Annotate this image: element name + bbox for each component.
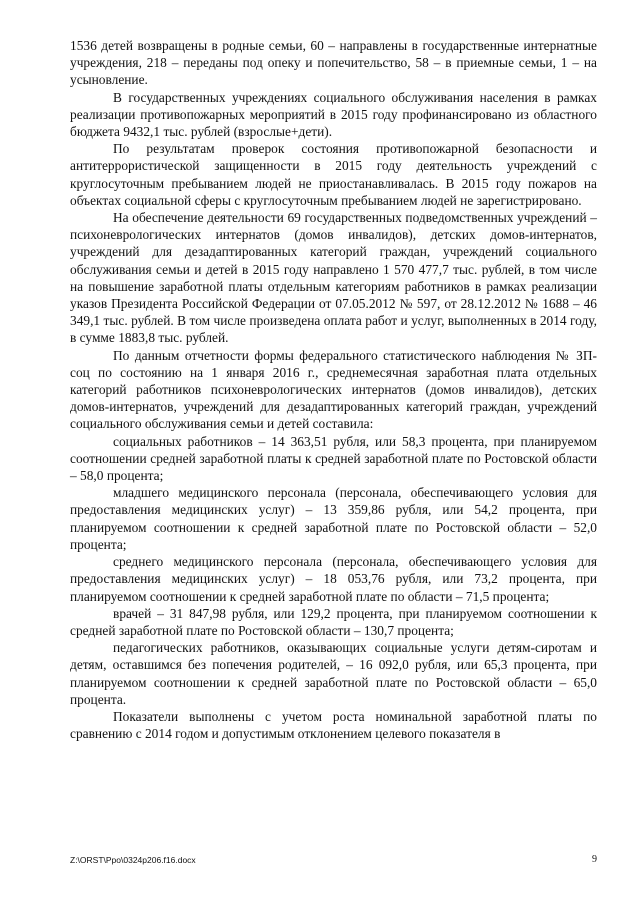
paragraph-2: В государственных учреждениях социального обслуживания населения в рамках реализации противопожарных мероприятий в 2015 году профинансировано из областного бюджета 9432,1 тыс. рублей (взрослые+дети). — [70, 89, 597, 140]
paragraph-3: По результатам проверок состояния противопожарной безопасности и антитеррористической защищенности в 2015 году деятельность учреждений с круглосуточным пребыванием людей не приостанавливалась. В 2015 году пожаров на объектах социальной сферы с круглосуточным пребыванием людей не зарегистрировано. — [70, 141, 597, 208]
file-path: Z:\ORST\Ppo\0324p206.f16.docx — [70, 855, 196, 865]
paragraph-1: 1536 детей возвращены в родные семьи, 60 – направлены в государственные интернатные учреждения, 218 – переданы под опеку и попечительство, 58 – в приемные семьи, 1 – на усыновление. — [70, 38, 597, 88]
page-number: 9 — [592, 854, 597, 865]
paragraph-11: Показатели выполнены с учетом роста номинальной заработной платы по сравнению с 2014 годом и допустимым отклонением целевого показателя в — [70, 708, 597, 742]
paragraph-4: На обеспечение деятельности 69 государственных подведомственных учреждений – психоневрологических интернатов (домов инвалидов), детских домов-интернатов, учреждений для дезадаптированных категорий граждан, учреждений социального обслуживания семьи и детей в 2015 году направлено 1 570 477,7 тыс. рублей, в том числе на повышение заработной платы отдельным категориям работников в рамках реализации указов Президента Российской Федерации от 07.05.2012 № 597, от 28.12.2012 № 1688 – 46 349,1 тыс. рублей. В том числе произведена оплата работ и услуг, выполненных в 2014 году, в сумме 1883,8 тыс. рублей. — [70, 210, 597, 346]
document-body — [70, 37, 597, 742]
paragraph-5: По данным отчетности формы федерального статистического наблюдения № ЗП-соц по состоянию на 1 января 2016 г., среднемесячная заработная плата отдельных категорий работников психоневрологических интернатов (домов инвалидов), детских домов-интернатов, учреждений для дезадаптированных категорий граждан, учреждений социального обслуживания семьи и детей составила: — [70, 347, 597, 432]
paragraph-10: педагогических работников, оказывающих социальные услуги детям-сиротам и детям, оставшимся без попечения родителей, – 16 092,0 рубля, или 65,3 процента, при планируемом соотношении к средней заработной плате по Ростовской области – 65,0 процента. — [70, 640, 597, 707]
paragraph-7: младшего медицинского персонала (персонала, обеспечивающего условия для предоставления медицинских услуг) – 13 359,86 рубля, или 54,2 процента, при планируемом соотношении к средней заработной плате по Ростовской области – 52,0 процента; — [70, 485, 597, 552]
paragraph-6: социальных работников – 14 363,51 рубля, или 58,3 процента, при планируемом соотношении средней заработной платы к средней заработной плате по Ростовской области – 58,0 процента; — [70, 433, 597, 484]
paragraph-8: среднего медицинского персонала (персонала, обеспечивающего условия для предоставления медицинских услуг) – 18 053,76 рубля, или 73,2 процента, при планируемом соотношении к средней заработной плате по области – 71,5 процента; — [70, 554, 597, 604]
paragraph-9: врачей – 31 847,98 рубля, или 129,2 процента, при планируемом соотношении к средней заработной плате по Ростовской области – 130,7 процента; — [70, 605, 597, 638]
